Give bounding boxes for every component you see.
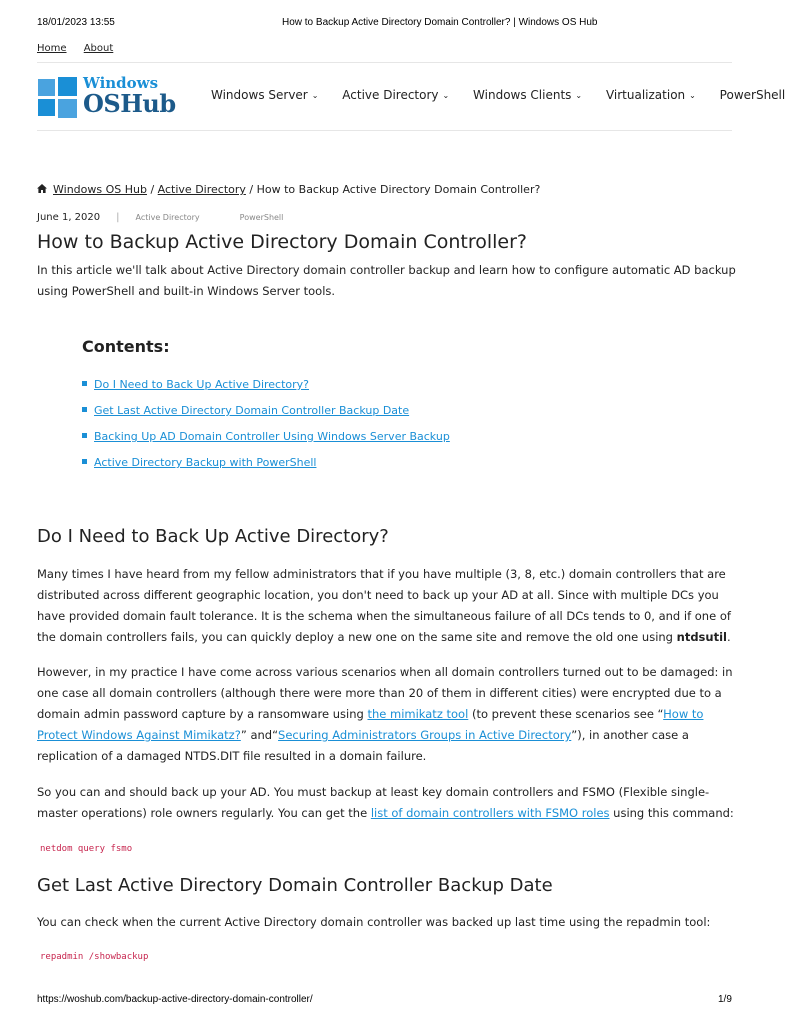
breadcrumb-active-directory[interactable]: Active Directory bbox=[157, 183, 246, 196]
nav-active-directory[interactable]: Active Directory ⌄ bbox=[342, 88, 450, 102]
breadcrumb-current: How to Backup Active Directory Domain Controller? bbox=[256, 183, 541, 196]
home-link[interactable]: Home bbox=[37, 43, 67, 54]
body-paragraph: So you can and should back up your AD. You must backup at least key domain controllers and FSMO (Flexible single-master operations) role owners regularly. You can get the list of domain controllers with FSMO roles using this command: bbox=[37, 785, 734, 820]
body-paragraph: However, in my practice I have come across various scenarios when all domain controllers turned out to be damaged: in one case all domain controllers (although there were more than 20 of them in different cities) were encrypted due to a domain admin password capture by a ransomware using the mimikatz tool (to prevent these scenarios see “How to Protect Windows Against Mimikatz?” and“Securing Administrators Groups in Active Directory”), in another case a replication of a damaged NTDS.DIT file resulted in a domain failure. bbox=[37, 665, 733, 763]
bullet-icon bbox=[82, 459, 87, 464]
toc-link[interactable]: Active Directory Backup with PowerShell bbox=[94, 456, 317, 469]
body-paragraph: You can check when the current Active Directory domain controller was backed up last time using the repadmin tool: bbox=[37, 915, 711, 929]
print-page-title: How to Backup Active Directory Domain Controller? | Windows OS Hub bbox=[282, 17, 598, 28]
contents-title: Contents: bbox=[82, 337, 170, 356]
article-title: How to Backup Active Directory Domain Controller? bbox=[37, 231, 528, 253]
toc-item bbox=[82, 378, 450, 404]
toc-link[interactable]: Do I Need to Back Up Active Directory? bbox=[94, 378, 310, 391]
bullet-icon bbox=[82, 381, 87, 386]
chevron-down-icon: ⌄ bbox=[575, 91, 583, 100]
bullet-icon bbox=[82, 407, 87, 412]
print-url: https://woshub.com/backup-active-directory-domain-controller/ bbox=[37, 994, 313, 1005]
about-link[interactable]: About bbox=[83, 43, 114, 54]
section-heading: Do I Need to Back Up Active Directory? bbox=[37, 526, 389, 547]
body-paragraph: Many times I have heard from my fellow administrators that if you have multiple (3, 8, etc.) domain controllers that are distributed across different geographic location, you don't need to back up your AD at all. Since with multiple DCs you have provided domain fault tolerance. It is the schema when the simultaneous failure of all DCs tends to 0, and if one of the domain controllers fails, you can quickly deploy a new one on the same site and remove the old one using ntdsutil. bbox=[37, 567, 731, 644]
toc-link[interactable]: Backing Up AD Domain Controller Using Windows Server Backup bbox=[94, 430, 450, 443]
site-logo[interactable] bbox=[37, 76, 202, 120]
toc-item bbox=[82, 404, 450, 430]
fsmo-roles-link[interactable]: list of domain controllers with FSMO roles bbox=[370, 806, 610, 820]
top-links bbox=[37, 43, 127, 54]
toc-item bbox=[82, 430, 450, 456]
header-divider-bottom bbox=[37, 130, 732, 131]
section-heading: Get Last Active Directory Domain Controller Backup Date bbox=[37, 875, 553, 896]
nav-windows-server[interactable]: Windows Server ⌄ bbox=[211, 88, 319, 102]
meta-separator: | bbox=[116, 212, 120, 223]
intro-paragraph: In this article we'll talk about Active Directory domain controller backup and learn how to configure automatic AD backup using PowerShell and built-in Windows Server tools. bbox=[37, 263, 736, 298]
post-date: June 1, 2020 bbox=[37, 212, 101, 223]
chevron-down-icon: ⌄ bbox=[311, 91, 319, 100]
toc-link[interactable]: Get Last Active Directory Domain Controller Backup Date bbox=[94, 404, 410, 417]
nav-virtualization[interactable]: Virtualization ⌄ bbox=[605, 88, 696, 102]
code-snippet: netdom query fsmo bbox=[40, 844, 133, 854]
mimikatz-link[interactable]: the mimikatz tool bbox=[367, 707, 469, 721]
securing-admin-groups-link[interactable]: Securing Administrators Groups in Active Directory bbox=[278, 728, 572, 742]
code-snippet: repadmin /showbackup bbox=[40, 952, 149, 962]
bullet-icon bbox=[82, 433, 87, 438]
breadcrumb: Windows OS Hub / Active Directory / How to Backup Active Directory Domain Controller? bbox=[37, 183, 540, 196]
nav-powershell[interactable]: PowerShell bbox=[719, 88, 786, 102]
category-tag[interactable]: Active Directory bbox=[135, 213, 200, 222]
logo-text-windows: Windows bbox=[83, 74, 159, 92]
table-of-contents bbox=[82, 378, 450, 482]
protect-mimikatz-link[interactable]: How to Protect Windows Against Mimikatz? bbox=[37, 707, 704, 742]
nav-windows-clients[interactable]: Windows Clients ⌄ bbox=[473, 88, 583, 102]
print-datetime: 18/01/2023 13:55 bbox=[37, 17, 115, 28]
breadcrumb-home[interactable]: Windows OS Hub bbox=[53, 183, 147, 196]
header-divider-top bbox=[37, 62, 732, 63]
category-tag[interactable]: PowerShell bbox=[239, 213, 284, 222]
toc-item bbox=[82, 456, 450, 482]
print-page-number: 1/9 bbox=[718, 994, 732, 1005]
main-nav bbox=[211, 88, 786, 102]
chevron-down-icon: ⌄ bbox=[689, 91, 696, 100]
home-icon bbox=[37, 183, 47, 196]
post-meta bbox=[37, 212, 323, 223]
logo-text-oshub: OSHub bbox=[83, 89, 176, 118]
chevron-down-icon: ⌄ bbox=[442, 91, 450, 100]
